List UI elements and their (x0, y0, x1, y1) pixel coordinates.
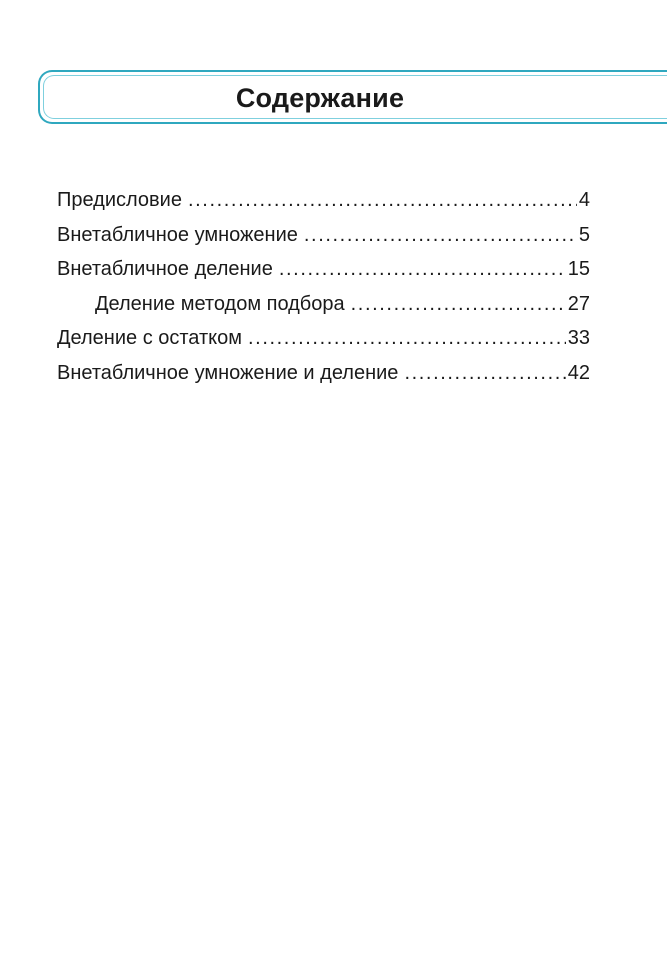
toc-entry-label: Внетабличное умножение и деление (57, 361, 399, 384)
toc-entry[interactable] (57, 218, 590, 253)
toc-subentry[interactable] (57, 287, 590, 322)
toc-entry-page: 33 (567, 327, 590, 349)
toc-entry-label: Деление методом подбора (95, 292, 345, 315)
toc-entry-label: Внетабличное деление (57, 258, 273, 280)
dot-leader (304, 218, 577, 253)
toc-entry-label: Внетабличное умножение (57, 223, 298, 246)
toc-entry-page: 42 (567, 361, 590, 384)
toc-entry[interactable] (57, 183, 590, 218)
dot-leader (188, 183, 577, 218)
toc-entry-page: 15 (567, 258, 590, 280)
dot-leader (351, 287, 566, 322)
toc-entry-page: 4 (578, 189, 590, 211)
heading-frame (38, 70, 667, 124)
dot-leader (279, 252, 566, 287)
dot-leader (404, 356, 565, 391)
table-of-contents (57, 183, 590, 390)
toc-entry-page: 5 (578, 223, 590, 246)
toc-entry-label: Предисловие (57, 189, 182, 211)
toc-entry-label: Деление с остатком (57, 327, 242, 349)
toc-entry[interactable] (57, 252, 590, 287)
toc-entry[interactable] (57, 321, 590, 356)
toc-entry-page: 27 (567, 292, 590, 315)
toc-entry[interactable] (57, 356, 590, 391)
dot-leader (248, 321, 566, 356)
page-title: Содержание (235, 83, 405, 113)
